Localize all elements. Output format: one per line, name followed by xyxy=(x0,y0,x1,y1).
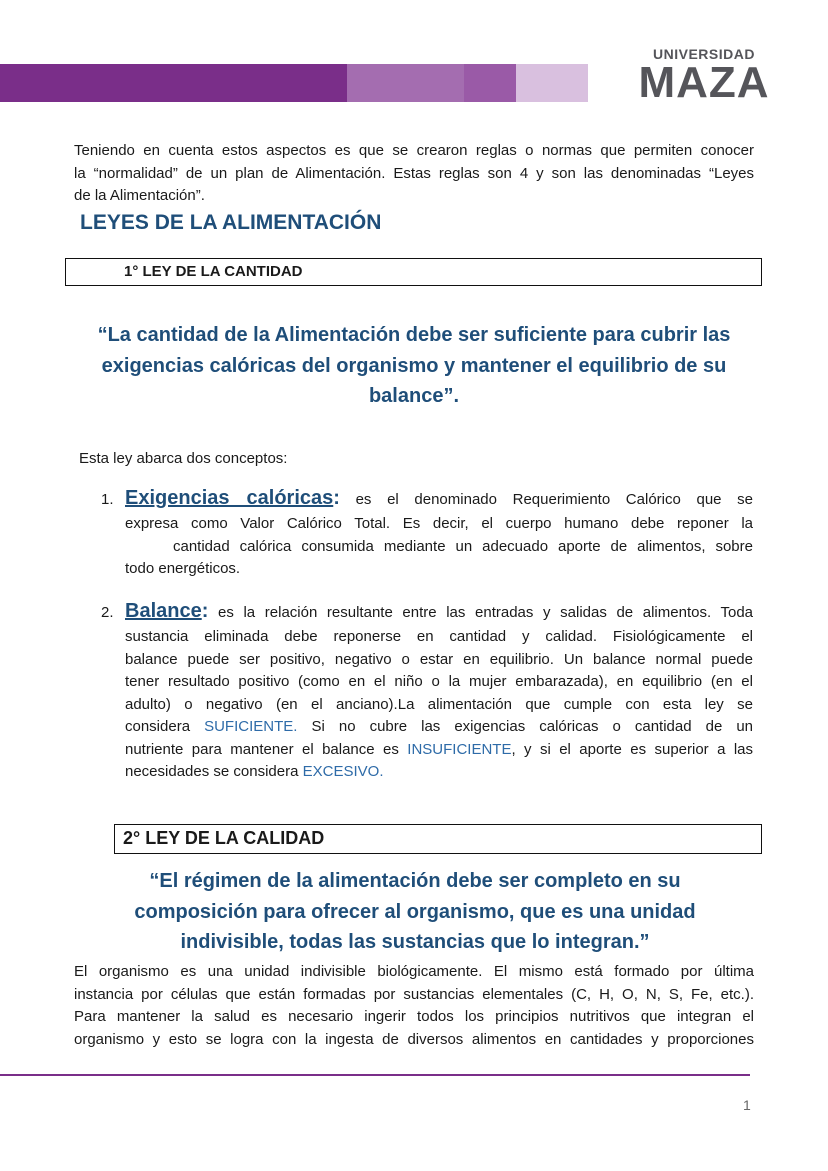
quote-line: “El régimen de la alimentación debe ser completo en su xyxy=(149,870,681,892)
item-text: , y si el aporte es superior a las xyxy=(511,740,754,758)
item-line: tener resultado positivo (como en el niño o la mujer embarazada), en equilibrio (en el xyxy=(125,673,753,690)
body-line: Para mantener la salud es necesario ingerir todos los principios nutritivos que integran el xyxy=(74,1008,754,1025)
quote-line: indivisible, todas las sustancias que lo integran.” xyxy=(180,931,650,953)
term-colon: : xyxy=(333,487,340,509)
logo-top-text: UNIVERSIDAD xyxy=(653,46,755,62)
term-balance: Balance xyxy=(125,600,202,622)
intro-line: la “normalidad” de un plan de Alimentación. Estas reglas son 4 y son las denominadas “Leyes xyxy=(74,164,754,182)
item-text: Si no cubre las exigencias calóricas o cantidad de un xyxy=(311,718,754,735)
quote-line: exigencias calóricas del organismo y mantener el equilibrio de su xyxy=(101,354,727,377)
item-text: es la relación resultante entre las entradas y salidas de alimentos. Toda xyxy=(218,604,753,621)
body-line: El organismo es una unidad indivisible biológicamente. El mismo está formado por última xyxy=(74,963,754,980)
item-text: nutriente para mantener el balance es xyxy=(125,740,399,758)
item-line xyxy=(125,761,753,784)
intro-line: de la Alimentación”. xyxy=(74,187,205,204)
quote-line: balance”. xyxy=(368,385,460,407)
header-band-accent xyxy=(464,64,516,102)
item-line: adulto) o negativo (en el anciano).La alimentación que cumple con esta ley se xyxy=(125,695,753,713)
term-colon: : xyxy=(201,600,209,622)
law2-title-box: 2° LEY DE LA CALIDAD xyxy=(114,824,762,854)
item-line: todo energéticos. xyxy=(125,560,241,577)
list-item-exigencias xyxy=(125,485,753,581)
quote-line: “La cantidad de la Alimentación debe ser suficiente para cubrir las xyxy=(97,324,731,346)
keyword-excesivo: EXCESIVO. xyxy=(302,763,384,780)
header-band-mid xyxy=(347,64,464,102)
list-number: 1. xyxy=(101,491,114,508)
item-line xyxy=(125,739,753,762)
section-title: LEYES DE LA ALIMENTACIÓN xyxy=(80,211,382,234)
item-text: considera xyxy=(125,718,191,735)
university-logo xyxy=(628,46,780,107)
item-line: cantidad calórica consumida mediante un adecuado aporte de alimentos, sobre xyxy=(173,537,753,555)
keyword-suficiente: SUFICIENTE. xyxy=(204,718,298,735)
intro-line: Teniendo en cuenta estos aspectos es que se crearon reglas o normas que permiten conocer xyxy=(74,142,754,159)
law2-quote xyxy=(90,866,740,958)
item-line: expresa como Valor Calórico Total. Es decir, el cuerpo humano debe reponer la xyxy=(125,515,753,532)
quote-line: composición para ofrecer al organismo, que es una unidad xyxy=(134,900,696,923)
list-number: 2. xyxy=(101,604,114,621)
item-line xyxy=(125,716,753,739)
header-band-dark xyxy=(0,64,347,102)
body-line: organismo y esto se logra con la ingesta de diversos alimentos en cantidades y proporciones xyxy=(74,1030,754,1048)
law1-quote xyxy=(66,320,762,412)
footer-divider xyxy=(0,1074,750,1076)
law1-title-box: 1° LEY DE LA CANTIDAD xyxy=(65,258,762,286)
item-text: es el denominado Requerimiento Calórico que se xyxy=(355,491,753,508)
item-first-line xyxy=(125,598,753,626)
term-exigencias: Exigencias calóricas xyxy=(125,487,334,509)
page-number: 1 xyxy=(743,1097,751,1113)
logo-main-text: MAZA xyxy=(638,58,770,107)
body-line: instancia por células que están formadas por sustancias elementales (C, H, O, N, S, Fe, etc.). xyxy=(74,985,754,1003)
item-line: sustancia eliminada debe reponerse en cantidad y calidad. Fisiológicamente el xyxy=(125,628,753,645)
item-first-line xyxy=(125,485,753,513)
list-item-balance xyxy=(125,598,753,784)
law2-body xyxy=(74,961,754,1051)
keyword-insuficiente: INSUFICIENTE xyxy=(407,740,512,758)
item-line: balance puede ser positivo, negativo o estar en equilibrio. Un balance normal puede xyxy=(125,650,753,668)
intro-paragraph xyxy=(74,140,754,208)
header-band-light xyxy=(516,64,588,102)
law1-lead: Esta ley abarca dos conceptos: xyxy=(79,450,288,467)
item-text: necesidades se considera xyxy=(125,763,299,780)
